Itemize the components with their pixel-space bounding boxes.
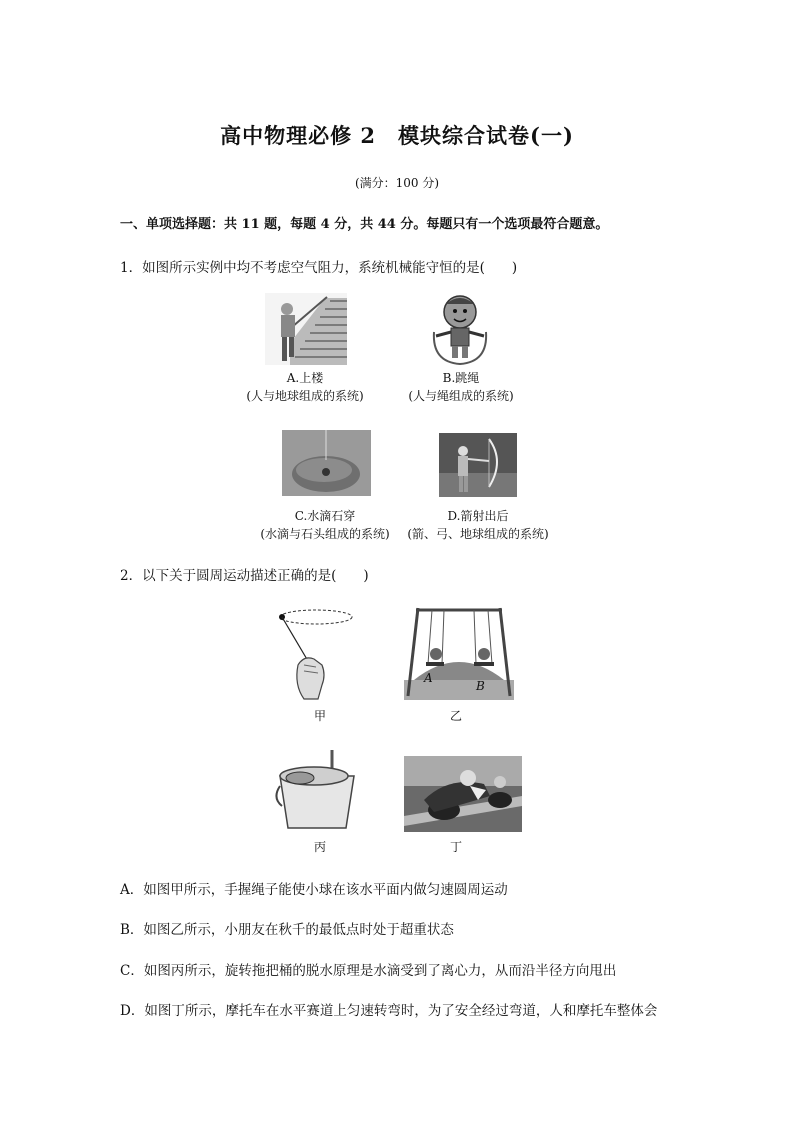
swing-label-a: A xyxy=(424,671,433,685)
option-1c-label: C.水滴石穿 xyxy=(294,509,356,523)
score-note: (满分：100 分) xyxy=(354,176,440,190)
figure-jia-label: 甲 xyxy=(313,709,326,723)
option-2d: D．如图丁所示，摩托车在水平赛道上匀速转弯时，为了安全经过弯道，人和摩托车整体会 xyxy=(120,1003,658,1019)
option-2b: B．如图乙所示，小朋友在秋千的最低点时处于超重状态 xyxy=(120,922,454,938)
swing-figure xyxy=(404,604,514,700)
option-1a-label: A.上楼 xyxy=(286,371,324,385)
motorcycle-figure xyxy=(404,756,522,832)
water-stone-image xyxy=(282,430,371,496)
option-1b-note: (人与绳组成的系统) xyxy=(408,389,514,403)
option-1c-note: (水滴与石头组成的系统) xyxy=(260,527,390,541)
page-title: 高中物理必修 2 模块综合试卷(一) xyxy=(220,123,574,148)
option-1a-note: (人与地球组成的系统) xyxy=(246,389,364,403)
hand-ball-figure xyxy=(270,605,360,701)
figure-bing-label: 丙 xyxy=(313,840,326,854)
option-2c: C．如图丙所示，旋转拖把桶的脱水原理是水滴受到了离心力，从而沿半径方向甩出 xyxy=(120,963,617,979)
option-2a: A．如图甲所示，手握绳子能使小球在该水平面内做匀速圆周运动 xyxy=(120,882,508,898)
mop-bucket-figure xyxy=(274,748,360,832)
swing-label-b: B xyxy=(476,679,485,693)
option-1d-note: (箭、弓、地球组成的系统) xyxy=(407,527,549,541)
question-1-stem: 1．如图所示实例中均不考虑空气阻力，系统机械能守恒的是( ) xyxy=(120,260,518,276)
option-1d-label: D.箭射出后 xyxy=(447,509,509,523)
figure-yi-label: 乙 xyxy=(449,709,462,723)
jump-rope-image xyxy=(422,292,498,366)
archery-image xyxy=(439,433,517,497)
question-2-stem: 2．以下关于圆周运动描述正确的是( ) xyxy=(120,568,369,584)
option-1b-label: B.跳绳 xyxy=(442,371,480,385)
section-heading: 一、单项选择题：共 11 题，每题 4 分，共 44 分。每题只有一个选项最符合题意。 xyxy=(120,217,609,232)
figure-ding-label: 丁 xyxy=(449,840,462,854)
stairs-image xyxy=(265,293,347,365)
